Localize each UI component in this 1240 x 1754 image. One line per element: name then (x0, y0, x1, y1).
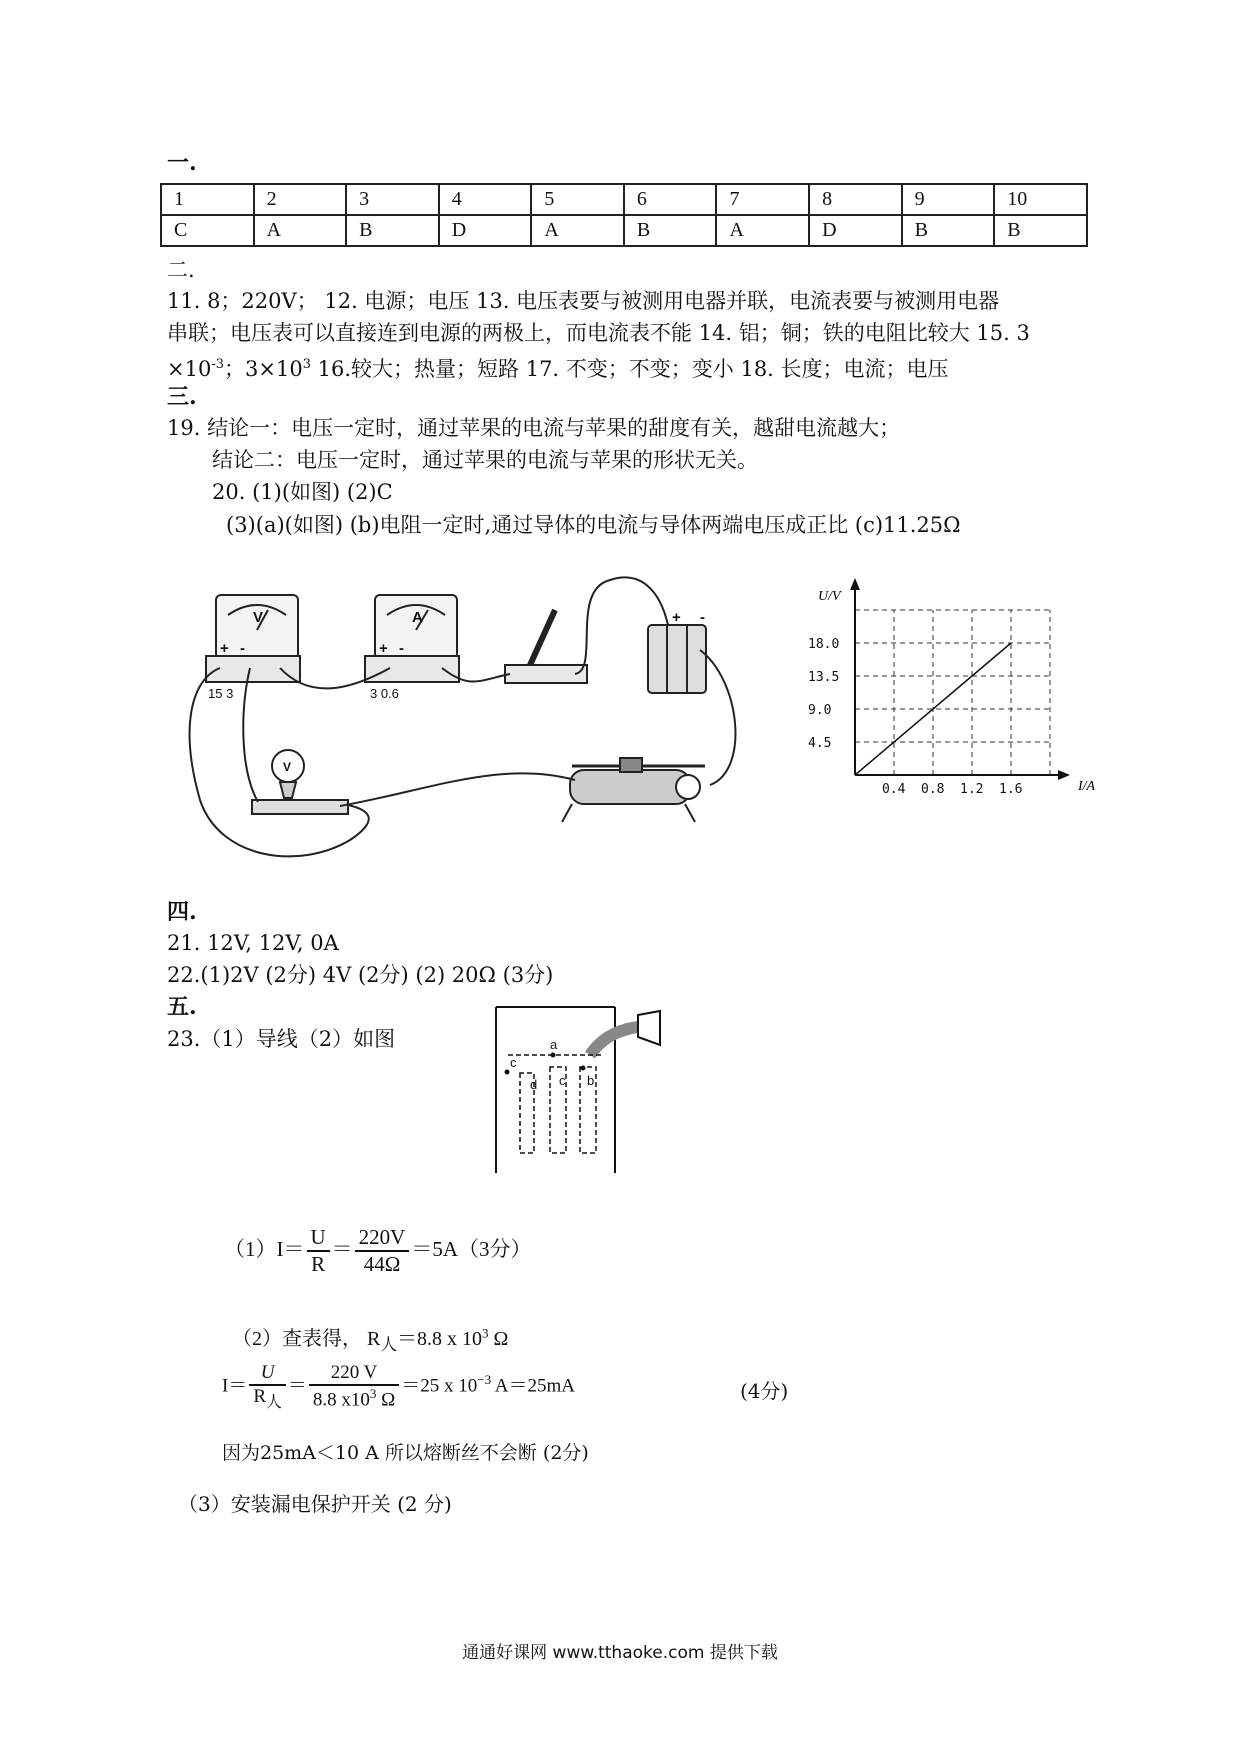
text: Ω (376, 1389, 396, 1411)
x-axis-label: I/A (1078, 779, 1096, 794)
calc-2-points: (4分) (740, 1379, 789, 1403)
denominator: R (311, 1252, 326, 1276)
answer-line: 结论二：电压一定时，通过苹果的电流与苹果的形状无关。 (212, 448, 758, 472)
table-cell: A (716, 215, 809, 246)
bulb-base (252, 800, 348, 814)
text: （2）查表得， R (232, 1328, 381, 1350)
y-tick-label: 18.0 (808, 637, 840, 652)
voltmeter-symbol: V (253, 609, 264, 626)
plus-label: + (220, 640, 229, 657)
label-c-left: c (510, 1055, 517, 1070)
table-cell: 2 (254, 184, 347, 215)
switch-base (505, 665, 587, 683)
exponent: -3 (211, 357, 224, 372)
x-tick-label: 0.4 (882, 782, 906, 797)
text: R (253, 1386, 267, 1407)
table-cell: D (809, 215, 902, 246)
answer-line: (3)(a)(如图) (b)电阻一定时,通过导体的电流与导体两端电压成正比 (c)11.25Ω (226, 513, 961, 537)
u-i-graph (800, 570, 1100, 810)
subscript: 人 (380, 1335, 397, 1354)
text: （1）I＝ (224, 1236, 305, 1261)
x-tick-label: 1.6 (999, 782, 1023, 797)
calc-3: （3）安装漏电保护开关 (2 分) (178, 1492, 452, 1516)
voltmeter-range-labels: 15 3 (208, 686, 234, 701)
x-tick-label: 1.2 (960, 782, 984, 797)
text: 16.较大；热量；短路 17. 不变；不变；变小 18. 长度；电流；电压 (310, 357, 949, 381)
calc-2-conclusion: 因为25mA＜10 A 所以熔断丝不会断 (2分) (222, 1442, 589, 1464)
table-cell: 6 (624, 184, 717, 215)
exponent: 3 (302, 357, 311, 372)
calc-2-line-1 (232, 1322, 508, 1355)
label-d: d (530, 1077, 538, 1092)
section-5-heading: 五. (167, 994, 197, 1020)
numerator: U (307, 1225, 330, 1252)
answer-line: 23.（1）导线（2）如图 (167, 1027, 396, 1051)
denominator: 44Ω (363, 1252, 401, 1276)
table-cell: 7 (716, 184, 809, 215)
text: 8.8 x10 (312, 1389, 370, 1411)
text: ＝ (287, 1375, 307, 1397)
text: ×10 (167, 357, 212, 381)
answer-line: 19. 结论一：电压一定时，通过苹果的电流与苹果的甜度有关，越甜电流越大； (167, 416, 901, 440)
text: ＝5A（3分） (411, 1236, 532, 1261)
battery-plus-label: + (672, 609, 681, 626)
table-cell: D (439, 215, 532, 246)
fraction (307, 1225, 330, 1277)
battery-minus-label: - (700, 609, 705, 626)
answer-table (160, 183, 1088, 247)
numerator: U (249, 1362, 286, 1386)
exponent: 3 (369, 1386, 377, 1402)
battery-body (648, 625, 706, 693)
denominator (249, 1386, 286, 1412)
answer-line: 21. 12V, 12V, 0A (167, 931, 339, 955)
table-cell: C (161, 215, 254, 246)
label-a: a (550, 1037, 558, 1052)
numerator: 220V (355, 1225, 410, 1252)
footer: 通通好课网 www.tthaoke.com 提供下载 (462, 1643, 778, 1663)
answer-line: 11. 8；220V； 12. 电源；电压 13. 电压表要与被测用电器并联，电流表要与被测用电器 (167, 289, 1000, 313)
label-c-mid: c (559, 1073, 566, 1088)
numerator: 220 V (309, 1362, 399, 1386)
minus-label: - (240, 640, 245, 657)
fraction (309, 1362, 399, 1411)
section-1-heading: 一. (167, 150, 197, 176)
table-cell: 4 (439, 184, 532, 215)
denominator (309, 1386, 399, 1411)
table-cell: A (254, 215, 347, 246)
minus-label: - (399, 640, 404, 657)
wire (243, 668, 258, 802)
text: I＝ (222, 1375, 248, 1397)
answer-line: 22.(1)2V (2分) 4V (2分) (2) 20Ω (3分) (167, 963, 554, 987)
table-row-numbers (161, 184, 1087, 215)
answer-line: 串联；电压表可以直接连到电源的两极上，而电流表不能 14. 铝；铜；铁的电阻比较大 15. 3 (167, 321, 1030, 345)
circuit-diagram (180, 570, 770, 865)
calc-2-line-2 (222, 1362, 575, 1412)
rheostat-slider (620, 758, 642, 772)
section-2-heading: 二. (167, 258, 195, 282)
wire (340, 773, 575, 806)
text: A＝25mA (491, 1375, 576, 1397)
table-cell: B (624, 215, 717, 246)
text: ＝25 x 10 (401, 1375, 478, 1397)
table-cell: 9 (902, 184, 995, 215)
text: ＝ (331, 1236, 353, 1261)
exponent: 3 (482, 1325, 489, 1341)
table-cell: B (346, 215, 439, 246)
text: ；3×10 (224, 357, 303, 381)
table-cell: 8 (809, 184, 902, 215)
ammeter-symbol: A (412, 609, 423, 626)
table-cell: 1 (161, 184, 254, 215)
section-4-heading: 四. (167, 899, 197, 925)
table-cell: A (531, 215, 624, 246)
table-cell: B (994, 215, 1087, 246)
fraction (355, 1225, 410, 1277)
y-tick-label: 9.0 (808, 703, 832, 718)
rheostat-body (570, 770, 690, 804)
answer-line: 20. (1)(如图) (2)C (212, 480, 393, 504)
y-tick-label: 13.5 (808, 670, 840, 685)
label-b: b (587, 1073, 595, 1088)
answer-line (167, 350, 949, 384)
x-axis-arrow (1058, 770, 1070, 780)
subscript: 人 (266, 1393, 282, 1411)
text: Ω (488, 1328, 509, 1350)
exponent: −3 (477, 1371, 492, 1387)
switch-lever (530, 610, 555, 665)
calc-1 (224, 1225, 532, 1277)
table-cell: 10 (994, 184, 1087, 215)
y-axis-label: U/V (818, 589, 841, 604)
table-cell: 5 (531, 184, 624, 215)
plus-label: + (379, 640, 388, 657)
table-row-answers (161, 215, 1087, 246)
bulb-symbol: V (283, 760, 292, 774)
wiring-diagram (490, 1005, 670, 1175)
y-axis-arrow (850, 578, 860, 590)
x-tick-label: 0.8 (921, 782, 945, 797)
ammeter-range-labels: 3 0.6 (370, 686, 399, 701)
y-tick-label: 4.5 (808, 736, 832, 751)
table-cell: 3 (346, 184, 439, 215)
text: ＝8.8 x 10 (397, 1328, 482, 1350)
fraction (249, 1362, 286, 1412)
section-3-heading: 三. (167, 384, 197, 410)
table-cell: B (902, 215, 995, 246)
